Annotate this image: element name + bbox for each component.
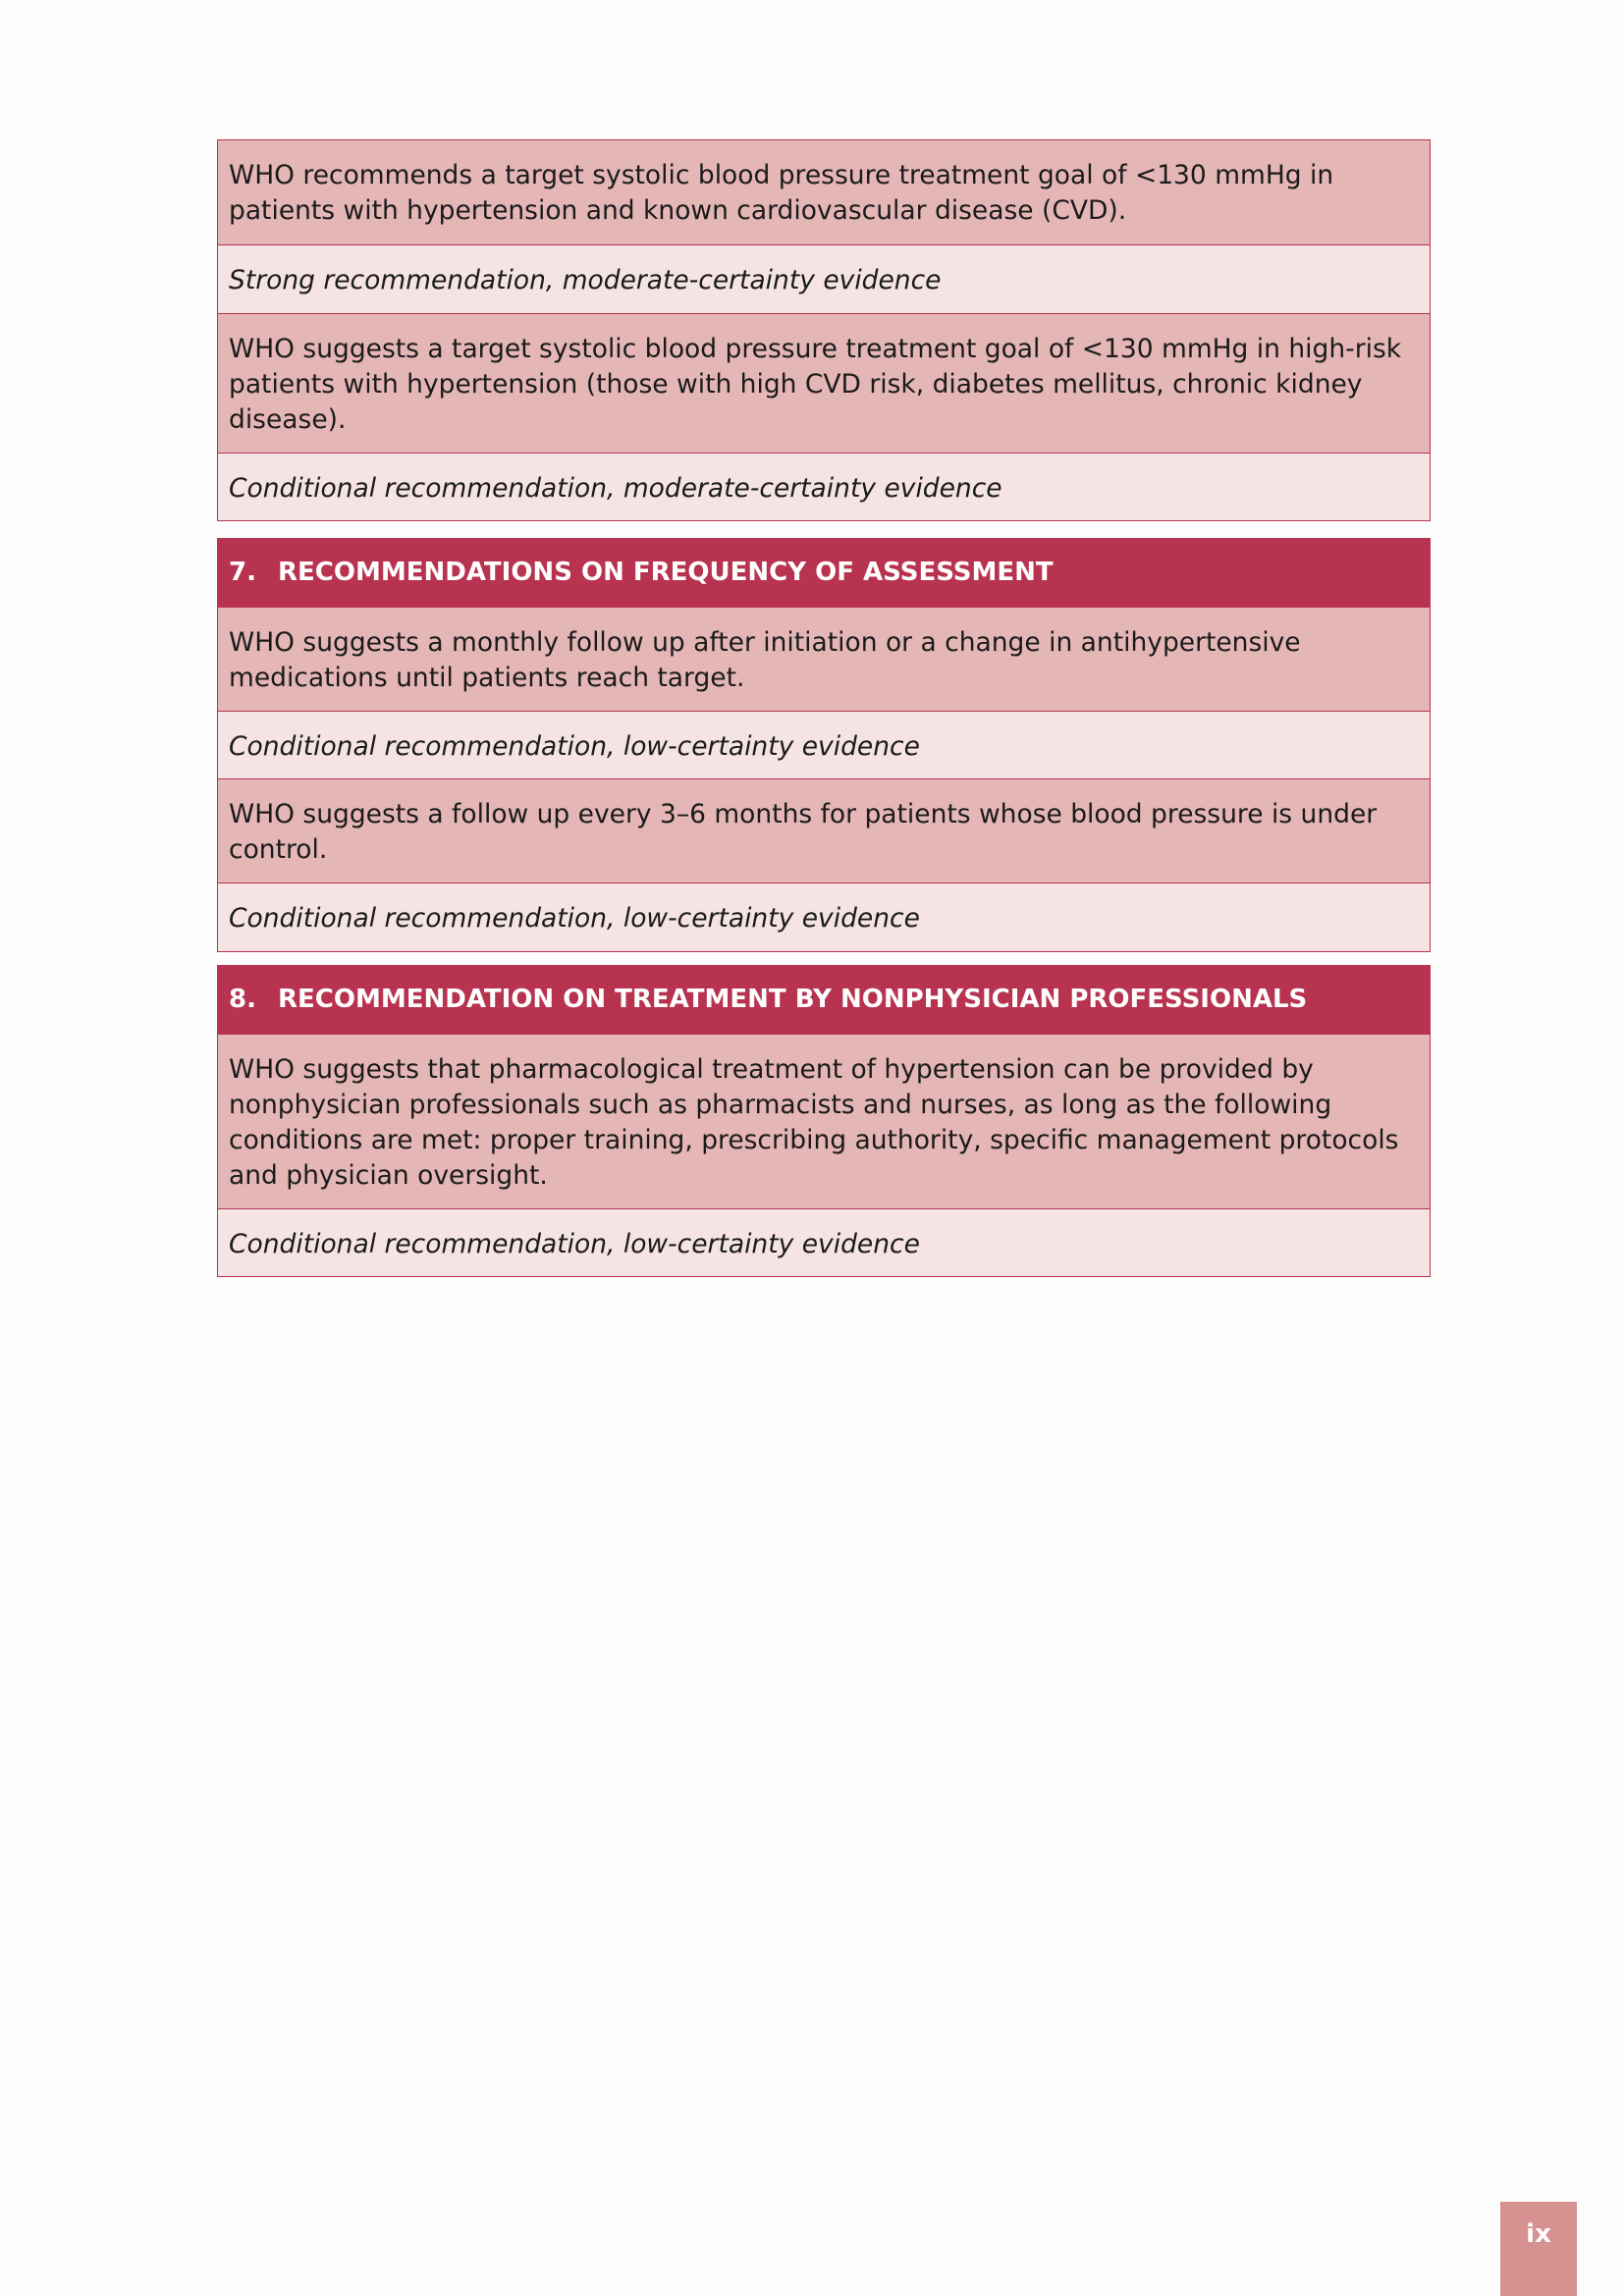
section-heading [218, 539, 1430, 607]
recommendation-text: WHO suggests a follow up every 3–6 months for patients whose blood pressure is under control. [218, 778, 1430, 882]
page-number: ix [1500, 2202, 1577, 2296]
recommendation-text: WHO recommends a target systolic blood pressure treatment goal of <130 mmHg in patients with hypertension and known cardiovascular disease (CVD). [218, 140, 1430, 244]
recommendations-table-section-8 [217, 965, 1431, 1277]
evidence-rating: Conditional recommendation, low-certainty evidence [218, 882, 1430, 951]
recommendation-text: WHO suggests that pharmacological treatment of hypertension can be provided by nonphysician professionals such as pharmacists and nurses, as long as the following conditions are met: proper training, prescribing authority, specific management protocols and physician oversight. [218, 1034, 1430, 1208]
recommendation-text: WHO suggests a target systolic blood pressure treatment goal of <130 mmHg in high-risk patients with hypertension (those with high CVD risk, diabetes mellitus, chronic kidney disease). [218, 313, 1430, 453]
recommendations-table-section-7 [217, 538, 1431, 952]
evidence-rating: Conditional recommendation, moderate-certainty evidence [218, 453, 1430, 520]
evidence-rating: Strong recommendation, moderate-certainty evidence [218, 244, 1430, 313]
section-heading [218, 966, 1430, 1034]
evidence-rating: Conditional recommendation, low-certainty evidence [218, 1208, 1430, 1276]
section-title: RECOMMENDATION ON TREATMENT BY NONPHYSICIAN PROFESSIONALS [278, 985, 1308, 1014]
recommendations-table-section-6 [217, 139, 1431, 521]
section-number: 8. [229, 985, 256, 1014]
evidence-rating: Conditional recommendation, low-certainty evidence [218, 711, 1430, 778]
section-number: 7. [229, 558, 256, 587]
section-title: RECOMMENDATIONS ON FREQUENCY OF ASSESSMENT [278, 558, 1054, 587]
recommendation-text: WHO suggests a monthly follow up after initiation or a change in antihypertensive medications until patients reach target. [218, 607, 1430, 711]
